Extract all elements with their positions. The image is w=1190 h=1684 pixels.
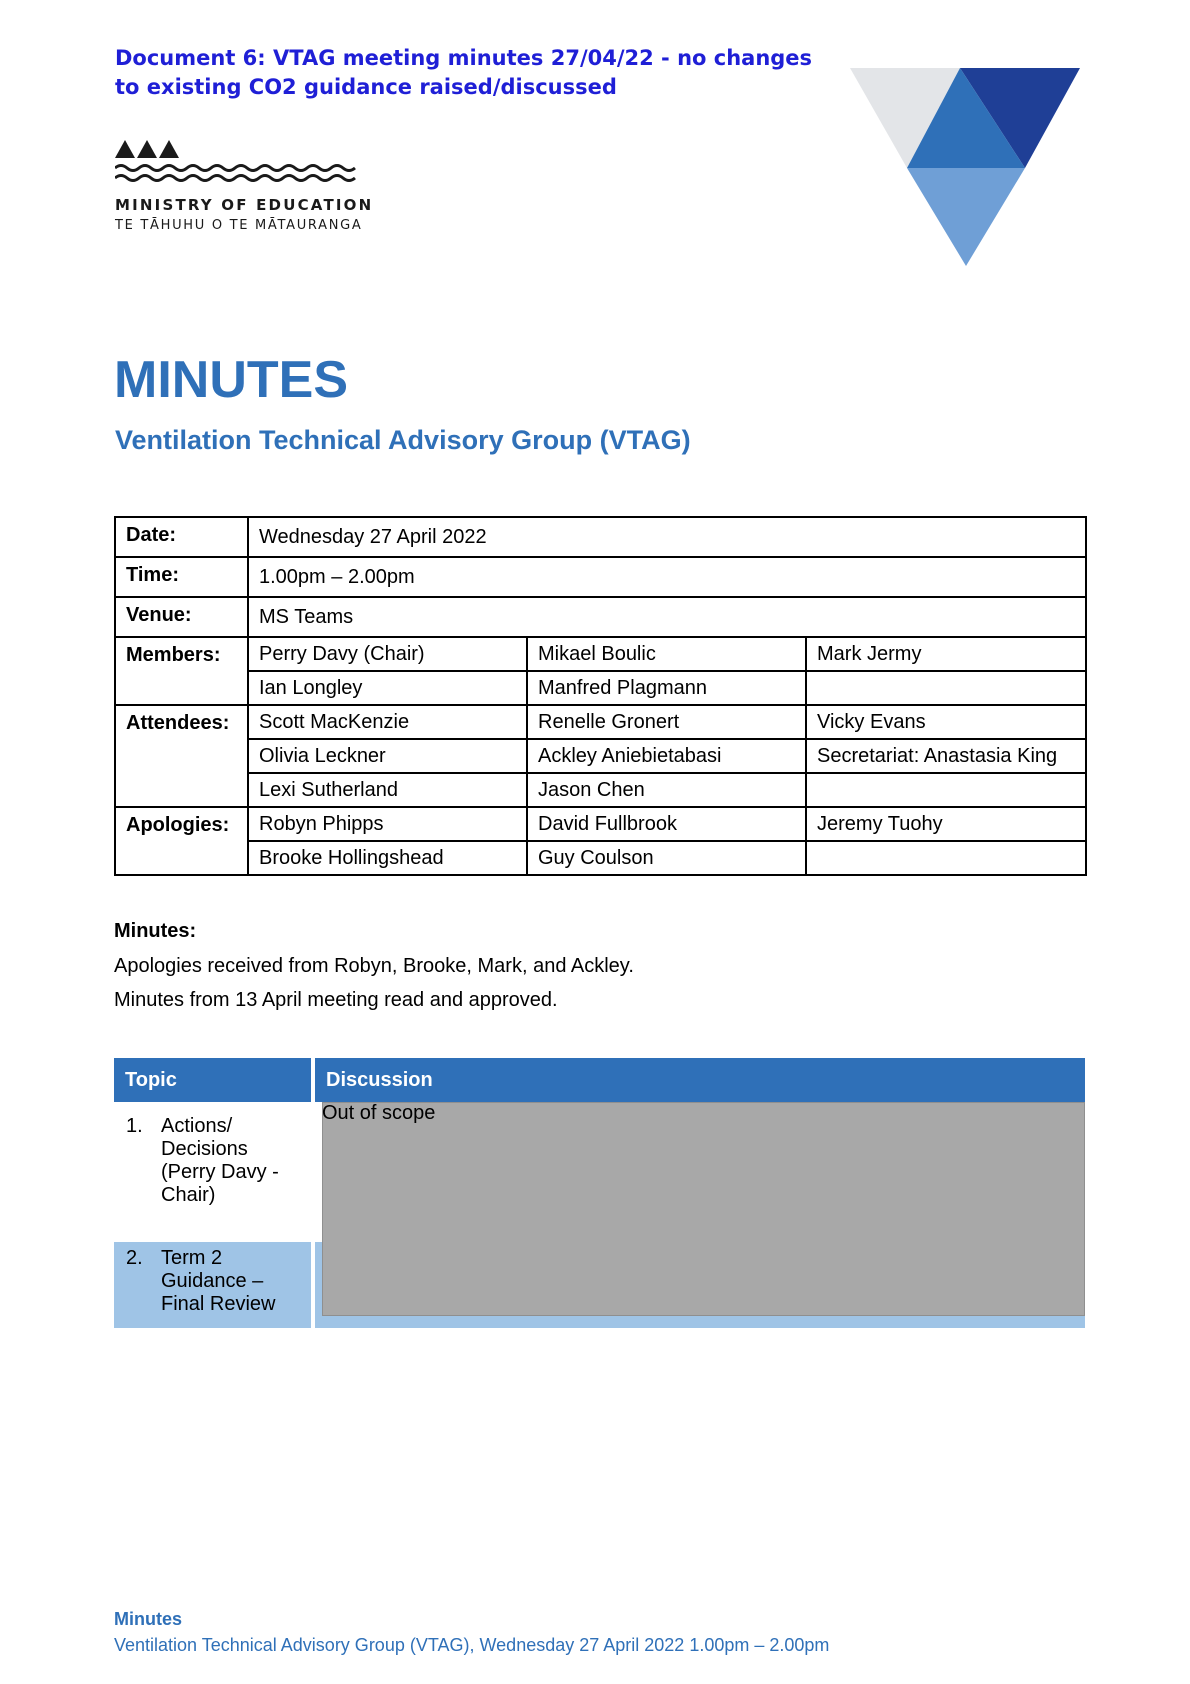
discussion-header: Discussion xyxy=(315,1058,1085,1102)
document-note: Document 6: VTAG meeting minutes 27/04/22 - no changes to existing CO2 guidance raised/discussed xyxy=(115,46,813,99)
attendees-row xyxy=(115,773,1086,807)
apology-name: Guy Coulson xyxy=(527,841,806,875)
venue-label: Venue: xyxy=(115,597,248,637)
triangle-brand-icon xyxy=(850,68,1090,268)
footer-title: Minutes xyxy=(114,1609,183,1629)
page-title: MINUTES xyxy=(114,351,348,409)
page-subtitle: Ventilation Technical Advisory Group (VTAG) xyxy=(115,425,691,455)
venue-row xyxy=(115,597,1086,637)
members-row xyxy=(115,671,1086,705)
member-name: Manfred Plagmann xyxy=(527,671,806,705)
apologies-row xyxy=(115,807,1086,841)
logo-text-maori: TE TĀHUHU O TE MĀTAURANGA xyxy=(115,218,363,233)
meeting-info-table xyxy=(114,516,1087,876)
apology-name xyxy=(806,841,1086,875)
date-value: Wednesday 27 April 2022 xyxy=(248,517,1086,557)
minutes-line: Minutes from 13 April meeting read and approved. xyxy=(114,989,558,1011)
time-row xyxy=(115,557,1086,597)
topic-cell xyxy=(114,1102,311,1242)
topic-header: Topic xyxy=(114,1058,311,1102)
apologies-row xyxy=(115,841,1086,875)
attendee-name: Scott MacKenzie xyxy=(248,705,527,739)
members-row xyxy=(115,637,1086,671)
time-label: Time: xyxy=(115,557,248,597)
topic-number: 1. xyxy=(126,1115,143,1137)
topic-cell xyxy=(114,1242,311,1328)
attendee-name: Olivia Leckner xyxy=(248,739,527,773)
attendees-row xyxy=(115,739,1086,773)
date-label: Date: xyxy=(115,517,248,557)
apology-name: David Fullbrook xyxy=(527,807,806,841)
apology-name: Robyn Phipps xyxy=(248,807,527,841)
apology-name: Brooke Hollingshead xyxy=(248,841,527,875)
time-value: 1.00pm – 2.00pm xyxy=(248,557,1086,597)
attendee-name: Jason Chen xyxy=(527,773,806,807)
attendee-name: Vicky Evans xyxy=(806,705,1086,739)
attendee-name: Renelle Gronert xyxy=(527,705,806,739)
venue-value: MS Teams xyxy=(248,597,1086,637)
minutes-line: Apologies received from Robyn, Brooke, Mark, and Ackley. xyxy=(114,955,634,977)
member-name xyxy=(806,671,1086,705)
attendee-name: Ackley Aniebietabasi xyxy=(527,739,806,773)
footer-subtitle: Ventilation Technical Advisory Group (VTAG), Wednesday 27 April 2022 1.00pm – 2.00pm xyxy=(114,1635,830,1655)
minutes-heading: Minutes: xyxy=(114,920,197,942)
attendee-name: Secretariat: Anastasia King xyxy=(806,739,1086,773)
member-name: Mark Jermy xyxy=(806,637,1086,671)
member-name: Mikael Boulic xyxy=(527,637,806,671)
attendee-name: Lexi Sutherland xyxy=(248,773,527,807)
topic-text: Actions/ Decisions (Perry Davy - Chair) xyxy=(161,1115,279,1206)
apology-name: Jeremy Tuohy xyxy=(806,807,1086,841)
members-label: Members: xyxy=(115,637,248,705)
logo-text-english: MINISTRY OF EDUCATION xyxy=(115,196,374,214)
topic-table xyxy=(114,1058,1085,1328)
redaction-block xyxy=(322,1102,1085,1316)
apologies-label: Apologies: xyxy=(115,807,248,875)
attendees-row xyxy=(115,705,1086,739)
member-name: Perry Davy (Chair) xyxy=(248,637,527,671)
member-name: Ian Longley xyxy=(248,671,527,705)
redaction-label: Out of scope xyxy=(322,1102,436,1124)
attendee-name xyxy=(806,773,1086,807)
attendees-label: Attendees: xyxy=(115,705,248,807)
date-row xyxy=(115,517,1086,557)
topic-number: 2. xyxy=(126,1247,143,1269)
topic-text: Term 2 Guidance – Final Review xyxy=(161,1247,276,1315)
